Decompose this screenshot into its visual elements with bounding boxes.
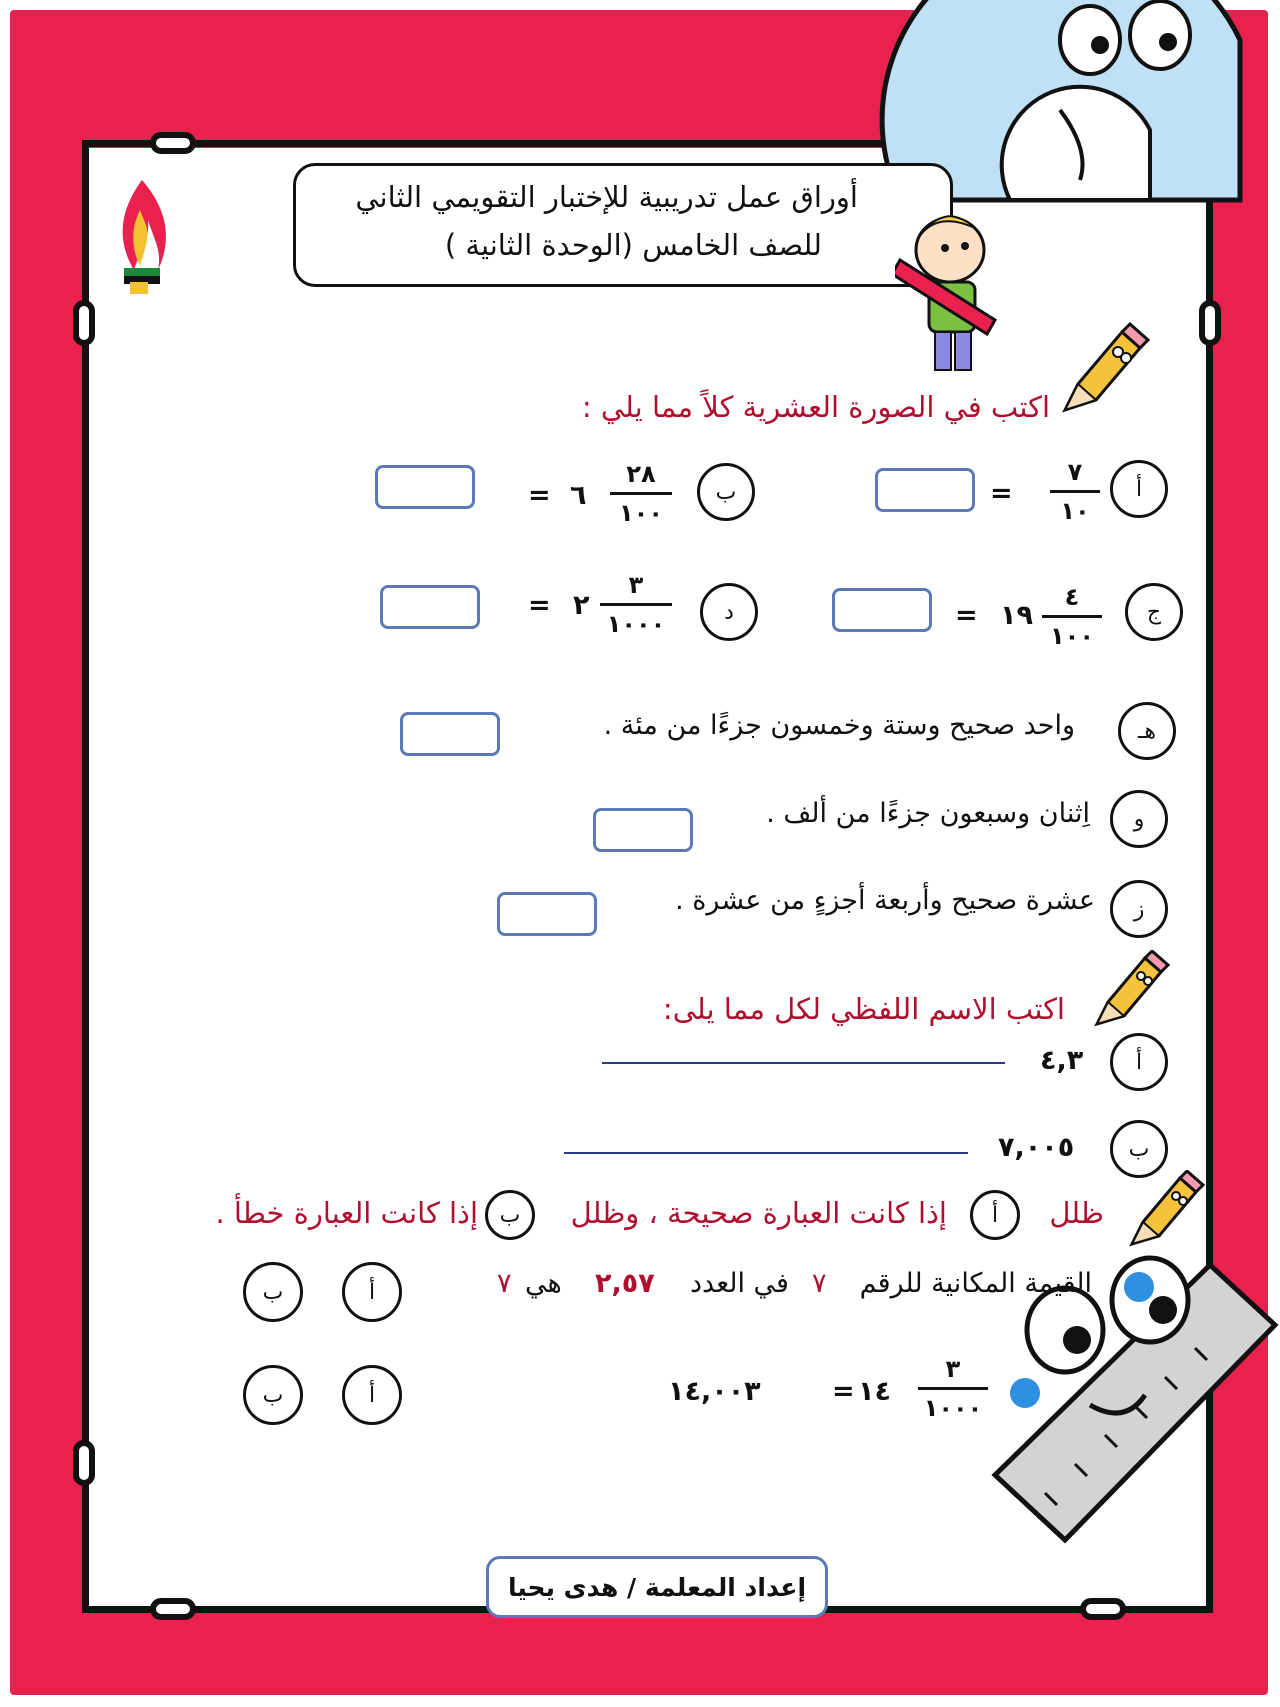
title-line-2: للصف الخامس (الوحدة الثانية ) [444, 228, 822, 262]
pencil-mascot-icon [1060, 322, 1150, 417]
question1-digit: ٧ [812, 1268, 827, 1299]
boy-with-pencil-icon [895, 210, 1015, 380]
fraction-d-bar [600, 603, 672, 606]
question1-option-b[interactable]: ب [243, 1262, 303, 1322]
section2-number-a: ٤,٣ [1040, 1045, 1084, 1076]
answer-box-g[interactable] [497, 892, 597, 936]
section2-answer-line-a[interactable] [602, 1062, 1005, 1064]
section2-answer-line-b[interactable] [564, 1152, 968, 1154]
fraction-a-bar [1050, 490, 1100, 493]
question1-option-a[interactable]: أ [342, 1262, 402, 1322]
item-label-b: ب [697, 463, 755, 521]
item-label-f: و [1110, 790, 1168, 848]
answer-box-a[interactable] [875, 468, 975, 512]
fraction-c-bar [1042, 615, 1102, 618]
section2-number-b: ٧,٠٠٥ [998, 1132, 1075, 1163]
answer-box-e[interactable] [400, 712, 500, 756]
frame-knob-right-1 [1199, 300, 1221, 346]
fraction-c-numerator: ٤ [1064, 583, 1080, 611]
section2-heading: اكتب الاسم اللفظي لكل مما يلى: [662, 992, 1065, 1026]
question1-text-a: القيمة المكانية للرقم [859, 1268, 1092, 1299]
equals-a: = [990, 478, 1013, 509]
whole-c: ١٩ [1000, 600, 1033, 631]
question1-number: ٢,٥٧ [595, 1268, 655, 1299]
title-line-1: أوراق عمل تدريبية للإختبار التقويمي الثاني [355, 180, 858, 214]
fraction-c-denominator: ١٠٠ [1050, 622, 1094, 650]
frame-knob-left-1 [73, 300, 95, 346]
question2-option-b[interactable]: ب [243, 1365, 303, 1425]
fraction-a-numerator: ٧ [1067, 458, 1083, 486]
teacher-credit: إعداد المعلمة / هدى يحيا [486, 1556, 828, 1618]
fraction-c [1042, 585, 1102, 648]
item-label-e: هـ [1118, 702, 1176, 760]
question2-bullet-icon [1010, 1378, 1040, 1408]
frame-knob-top-1 [150, 132, 196, 154]
item-label-d: د [700, 583, 758, 641]
question2-whole: ١٤ [858, 1376, 891, 1407]
question2-denominator: ١٠٠٠ [923, 1394, 983, 1422]
answer-box-c[interactable] [832, 588, 932, 632]
frame-left-line [82, 140, 89, 1613]
question1-text-c: هي [525, 1268, 562, 1299]
question2-fraction-bar [918, 1387, 988, 1390]
title-box [293, 163, 953, 287]
equals-b: = [528, 480, 551, 511]
item-label-g: ز [1110, 880, 1168, 938]
question2-result: ١٤,٠٠٣ [668, 1376, 761, 1407]
answer-box-b[interactable] [375, 465, 475, 509]
item-label-c: ج [1125, 583, 1183, 641]
answer-box-d[interactable] [380, 585, 480, 629]
pencil-mascot-icon-2 [1093, 950, 1173, 1030]
fraction-a [1050, 460, 1100, 523]
fraction-b-denominator: ١٠٠ [619, 499, 663, 527]
fraction-b-bar [610, 492, 672, 495]
fraction-b [610, 462, 672, 525]
section2-label-b: ب [1110, 1120, 1168, 1178]
frame-knob-bottom-1 [150, 1598, 196, 1620]
question1-bullet-icon [1124, 1272, 1154, 1302]
school-logo-icon [110, 170, 190, 295]
section3-heading-choice-b: ب [485, 1190, 535, 1240]
question2-numerator: ٣ [945, 1355, 961, 1383]
fraction-b-numerator: ٢٨ [626, 460, 656, 488]
question1-text-b: في العدد [690, 1268, 789, 1299]
item-f-text: اِثنان وسبعون جزءًا من ألف . [766, 798, 1090, 829]
question1-answer: ٧ [497, 1268, 512, 1299]
item-g-text: عشرة صحيح وأربعة أجزءٍ من عشرة . [675, 885, 1095, 916]
section1-heading: اكتب في الصورة العشرية كلاً مما يلي : [581, 390, 1050, 424]
whole-d: ٢ [573, 590, 590, 621]
section2-label-a: أ [1110, 1033, 1168, 1091]
whole-b: ٦ [570, 480, 587, 511]
fraction-a-denominator: ١٠ [1060, 497, 1090, 525]
section3-heading-prefix: ظلل [1049, 1196, 1104, 1230]
fraction-d [600, 573, 672, 636]
fraction-d-denominator: ١٠٠٠ [606, 610, 666, 638]
section3-heading-suffix: إذا كانت العبارة خطأ . [215, 1196, 478, 1230]
equals-c: = [955, 600, 978, 631]
frame-knob-bottom-2 [1080, 1598, 1126, 1620]
equals-d: = [528, 590, 551, 621]
item-label-a: أ [1110, 460, 1168, 518]
item-e-text: واحد صحيح وستة وخمسون جزءًا من مئة . [603, 710, 1075, 741]
answer-box-f[interactable] [593, 808, 693, 852]
question2-equals: = [832, 1376, 855, 1407]
question2-option-a[interactable]: أ [342, 1365, 402, 1425]
fraction-d-numerator: ٣ [628, 571, 644, 599]
frame-knob-left-2 [73, 1440, 95, 1486]
pencil-mascot-icon-3 [1128, 1170, 1208, 1250]
question2-fraction [918, 1357, 988, 1420]
section3-heading-choice-a: أ [970, 1190, 1020, 1240]
section3-heading-mid: إذا كانت العبارة صحيحة ، وظلل [570, 1196, 947, 1230]
